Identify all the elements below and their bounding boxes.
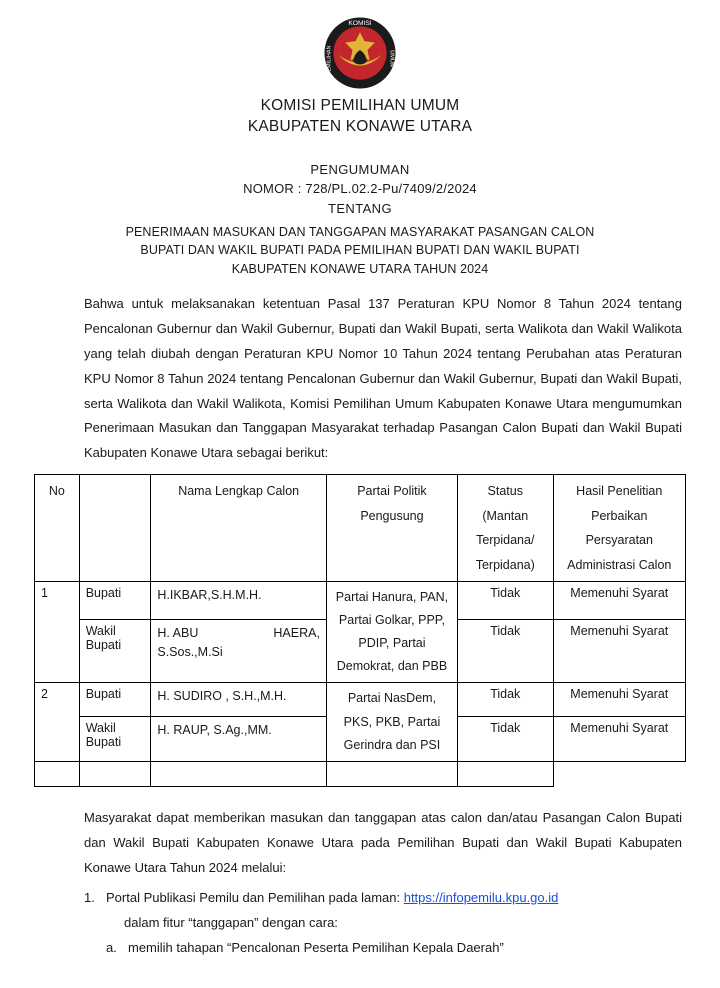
cell-jabatan-2b xyxy=(79,716,151,761)
cell-hasil-1a: Memenuhi Syarat xyxy=(553,581,685,619)
logo-container xyxy=(34,16,686,90)
cell-partai-1 xyxy=(326,581,457,683)
kpu-garuda-logo-icon xyxy=(323,16,397,90)
announcement-title-line-2: BUPATI DAN WAKIL BUPATI PADA PEMILIHAN BUPATI DAN WAKIL BUPATI xyxy=(140,243,580,258)
list-item xyxy=(84,885,682,936)
svg-text:UMUM: UMUM xyxy=(388,50,395,68)
cell-status-1b: Tidak xyxy=(457,619,553,683)
nama-right: HAERA, xyxy=(273,625,320,640)
footer-numbered-list xyxy=(34,885,686,961)
th-nama: Nama Lengkap Calon xyxy=(151,475,327,582)
footer-sub-list xyxy=(84,935,682,960)
svg-text:PEMILIHAN: PEMILIHAN xyxy=(326,45,333,76)
th-hasil-line-2: Perbaikan xyxy=(591,508,648,523)
cell-status-2a: Tidak xyxy=(457,683,553,717)
cell-no-2: 2 xyxy=(35,683,80,761)
cell-partai-2 xyxy=(326,683,457,761)
cell-status-2b: Tidak xyxy=(457,716,553,761)
cell-jabatan-1a xyxy=(79,581,151,619)
svg-text:KOMISI: KOMISI xyxy=(348,19,372,27)
jabatan-line-1: Bupati xyxy=(85,585,122,600)
jabatan-line-1: Wakil xyxy=(85,623,116,638)
cell-jabatan-1b xyxy=(79,619,151,683)
spacer-cell-nama xyxy=(151,761,327,786)
cell-hasil-2a: Memenuhi Syarat xyxy=(553,683,685,717)
th-status xyxy=(457,475,553,582)
list-item-text: Portal Publikasi Pemilu dan Pemilihan pada laman: xyxy=(106,889,404,905)
spacer-cell-status xyxy=(326,761,457,786)
cell-hasil-2b: Memenuhi Syarat xyxy=(553,716,685,761)
th-status-line-1: Status xyxy=(487,484,523,499)
spacer-cell-hasil xyxy=(457,761,553,786)
cell-nama-1a xyxy=(151,581,327,619)
th-no: No xyxy=(35,475,80,582)
candidates-table xyxy=(34,474,686,786)
partai-line-1: Partai NasDem, xyxy=(347,691,437,706)
spacer-cell-no xyxy=(35,761,80,786)
partai-line-3: PDIP, Partai xyxy=(358,636,426,651)
nama-left: H. SUDIRO , S.H.,M.H. xyxy=(157,689,287,704)
jabatan-line-1: Wakil xyxy=(85,720,116,735)
th-hasil-line-3: Persyaratan xyxy=(585,533,653,548)
partai-line-2: PKS, PKB, Partai xyxy=(343,714,441,729)
cell-nama-2a xyxy=(151,683,327,717)
th-status-line-2: (Mantan xyxy=(482,508,529,523)
list-item-subtext: dalam fitur “tanggapan” dengan cara: xyxy=(124,915,338,931)
list-item-number: 1. xyxy=(84,889,95,905)
cell-nama-2b xyxy=(151,716,327,761)
list-item-body xyxy=(106,885,682,936)
announcement-label: PENGUMUMAN xyxy=(310,161,410,177)
partai-line-4: Demokrat, dan PBB xyxy=(336,659,448,674)
announcement-block xyxy=(34,160,686,219)
announcement-title-line-1: PENERIMAAN MASUKAN DAN TANGGAPAN MASYARAKAT PASANGAN CALON xyxy=(125,225,595,240)
jabatan-line-2: Bupati xyxy=(85,637,122,652)
cell-hasil-1b: Memenuhi Syarat xyxy=(553,619,685,683)
partai-line-1: Partai Hanura, PAN, xyxy=(335,589,449,604)
jabatan-line-2: Bupati xyxy=(85,734,122,749)
sub-list-item xyxy=(106,935,682,960)
document-header xyxy=(34,96,686,138)
nama-line-2: S.Sos.,M.Si xyxy=(157,644,223,659)
nama-left: H.IKBAR,S.H.M.H. xyxy=(157,587,262,602)
region-name: KABUPATEN KONAWE UTARA xyxy=(247,117,473,135)
jabatan-line-1: Bupati xyxy=(85,687,122,702)
sub-list-item-text: memilih tahapan “Pencalonan Peserta Pemilihan Kepala Daerah” xyxy=(128,940,504,956)
sub-list-item-number: a. xyxy=(106,940,117,956)
announcement-title xyxy=(34,223,686,277)
table-row xyxy=(35,581,686,619)
nama-left: H. ABU xyxy=(157,625,199,640)
th-partai xyxy=(326,475,457,582)
th-partai-line-2: Pengusung xyxy=(360,508,424,523)
partai-line-2: Partai Golkar, PPP, xyxy=(338,613,445,628)
table-spacer-row xyxy=(35,761,686,786)
infopemilu-link[interactable]: https://infopemilu.kpu.go.id xyxy=(403,889,559,905)
th-hasil-line-4: Administrasi Calon xyxy=(567,557,672,572)
nama-left: H. RAUP, S.Ag.,MM. xyxy=(157,722,272,737)
spacer-cell-jabatan xyxy=(79,761,151,786)
announcement-tentang: TENTANG xyxy=(328,200,392,216)
announcement-number: NOMOR : 728/PL.02.2-Pu/7409/2/2024 xyxy=(243,181,477,197)
cell-nama-1b xyxy=(151,619,327,683)
footer-paragraph: Masyarakat dapat memberikan masukan dan tanggapan atas calon dan/atau Pasangan Calon Bupati dan Wakil Bupati Kabupaten Konawe Utara pada Pemilihan Bupati dan Wakil Bupati Kabupaten Konawe Utara Tahun 2024 melalui: xyxy=(84,809,682,876)
cell-jabatan-2a xyxy=(79,683,151,717)
table-row xyxy=(35,683,686,717)
intro-paragraph: Bahwa untuk melaksanakan ketentuan Pasal 137 Peraturan KPU Nomor 8 Tahun 2024 tentang Pencalonan Gubernur dan Wakil Gubernur, Bupati dan Wakil Bupati, serta Walikota dan Wakil Walikota yang telah diubah dengan Peraturan KPU Nomor 10 Tahun 2024 tentang Perubahan atas Peraturan KPU Nomor 8 Tahun 2024 tentang Pencalonan Gubernur dan Wakil Gubernur, Bupati dan Wakil Bupati, serta Walikota dan Wakil Walikota, Komisi Pemilihan Umum Kabupaten Konawe Utara mengumumkan Penerimaan Masukan dan Tanggapan Masyarakat terhadap Pasangan Calon Bupati dan Wakil Bupati Kabupaten Konawe Utara sebagai berikut: xyxy=(84,295,682,461)
th-partai-line-1: Partai Politik xyxy=(357,484,427,499)
partai-line-3: Gerindra dan PSI xyxy=(343,737,441,752)
table-header-row xyxy=(35,475,686,582)
th-hasil-line-1: Hasil Penelitian xyxy=(576,484,663,499)
th-status-line-4: Terpidana) xyxy=(475,557,535,572)
th-jabatan xyxy=(79,475,151,582)
th-status-line-3: Terpidana/ xyxy=(476,533,535,548)
cell-no-1: 1 xyxy=(35,581,80,683)
th-hasil xyxy=(553,475,685,582)
announcement-title-line-3: KABUPATEN KONAWE UTARA TAHUN 2024 xyxy=(231,261,489,276)
institution-name: KOMISI PEMILIHAN UMUM xyxy=(260,97,460,114)
cell-status-1a: Tidak xyxy=(457,581,553,619)
